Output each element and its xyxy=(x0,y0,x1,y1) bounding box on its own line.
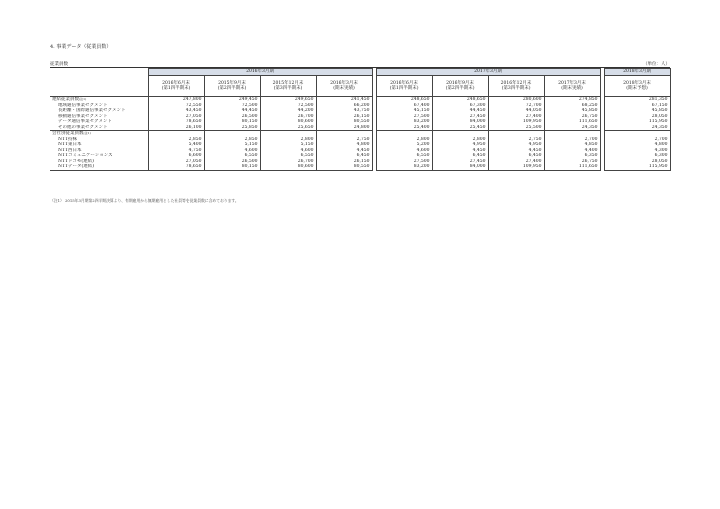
value-cell: 281,350 xyxy=(604,97,670,103)
value-cell: 26,500 xyxy=(204,159,260,165)
value-cell: 44,050 xyxy=(488,108,544,114)
value-cell: 4,950 xyxy=(432,142,488,148)
value-cell: 115,950 xyxy=(604,164,670,170)
note-marker: (注1) xyxy=(79,97,87,101)
value-cell: 72,500 xyxy=(204,103,260,109)
value-cell: 80,600 xyxy=(260,119,316,125)
row-label: データ通信事業セグメント xyxy=(58,119,112,124)
value-cell: 24,800 xyxy=(316,125,372,131)
period-2018-header: 2018年3月期 xyxy=(604,69,670,76)
employee-table xyxy=(50,68,671,171)
value-cell: 4,850 xyxy=(544,142,600,148)
value-cell: 26,750 xyxy=(544,159,600,165)
column-header: 2016年12月末 (第3四半期末) xyxy=(488,76,544,97)
row-label: 移動通信事業セグメント xyxy=(58,113,108,119)
company-row xyxy=(50,164,670,170)
section-title: 4. 事業データ（従業員数） xyxy=(50,44,112,50)
value-cell: 27,500 xyxy=(376,159,432,165)
value-cell: 83,200 xyxy=(376,164,432,170)
value-cell: 45,850 xyxy=(604,108,670,114)
value-cell: 6,450 xyxy=(432,153,488,159)
value-cell: 4,800 xyxy=(316,142,372,148)
blank-cell xyxy=(50,76,148,97)
value-cell: 80,600 xyxy=(260,164,316,170)
row-label: NTTコミュニケーションズ xyxy=(58,153,113,158)
value-cell: 45,150 xyxy=(376,108,432,114)
row-label: 長距離・国際通信事業セグメント xyxy=(58,108,126,113)
value-cell: 4,600 xyxy=(204,148,260,154)
value-cell: 109,950 xyxy=(488,164,544,170)
value-cell: 6,600 xyxy=(148,153,204,159)
value-cell: 6,450 xyxy=(316,153,372,159)
column-header-row xyxy=(50,76,670,97)
value-cell: 80,550 xyxy=(316,164,372,170)
row-label: NTTドコモ(連結) xyxy=(58,158,94,164)
value-cell: 45,850 xyxy=(544,108,600,114)
value-cell: 249,650 xyxy=(260,97,316,103)
value-cell: 24,350 xyxy=(604,125,670,131)
value-cell: 6,450 xyxy=(488,153,544,159)
column-header: 2016年6月末 (第1四半期末) xyxy=(376,76,432,97)
value-cell: 27,050 xyxy=(148,114,204,120)
value-cell: 280,600 xyxy=(488,97,544,103)
unit-label: （単位：人） xyxy=(643,62,670,67)
row-label: その他の事業セグメント xyxy=(58,124,108,130)
value-cell: 2,800 xyxy=(260,137,316,143)
value-cell: 4,600 xyxy=(376,148,432,154)
row-label: NTT東日本 xyxy=(58,142,82,147)
value-cell: 72,550 xyxy=(148,103,204,109)
footnote: （注1） 2015年3月期第2四半期決算より、有期雇用から無期雇用とした社員等を従業員数に含めております。 xyxy=(50,198,239,203)
value-cell: 5,400 xyxy=(148,142,204,148)
value-cell: 4,450 xyxy=(432,148,488,154)
value-cell: 26,750 xyxy=(544,114,600,120)
value-cell: 4,600 xyxy=(260,148,316,154)
column-header: 2015年9月末 (第2四半期末) xyxy=(204,76,260,97)
row-label: NTTデータ(連結) xyxy=(50,164,148,170)
value-cell: 27,050 xyxy=(148,159,204,165)
value-cell: 2,700 xyxy=(544,137,600,143)
value-cell: 25,400 xyxy=(376,125,432,131)
column-header: 2015年12月末 (第3四半期末) xyxy=(260,76,316,97)
note-marker: (注1) xyxy=(83,131,91,135)
value-cell: 72,700 xyxy=(488,103,544,109)
value-cell: 43,450 xyxy=(148,108,204,114)
value-cell: 6,550 xyxy=(260,153,316,159)
value-cell: 27,450 xyxy=(432,114,488,120)
value-cell: 67,400 xyxy=(376,103,432,109)
value-cell: 43,750 xyxy=(316,108,372,114)
value-cell: 4,950 xyxy=(488,142,544,148)
value-cell: 111,650 xyxy=(544,164,600,170)
period-header-row xyxy=(50,69,670,76)
value-cell: 4,400 xyxy=(544,148,600,154)
value-cell: 248,650 xyxy=(376,97,432,103)
value-cell: 115,950 xyxy=(604,119,670,125)
value-cell: 27,500 xyxy=(376,114,432,120)
value-cell: 25,650 xyxy=(260,125,316,131)
period-2016-header: 2016年3月期 xyxy=(148,69,372,76)
value-cell: 67,300 xyxy=(432,103,488,109)
value-cell: 27,400 xyxy=(488,114,544,120)
value-cell: 5,150 xyxy=(204,142,260,148)
value-cell: 80,150 xyxy=(204,164,260,170)
value-cell: 5,200 xyxy=(376,142,432,148)
value-cell: 247,800 xyxy=(148,97,204,103)
value-cell: 28,050 xyxy=(604,159,670,165)
value-cell: 4,750 xyxy=(148,148,204,154)
value-cell: 27,400 xyxy=(488,159,544,165)
value-cell: 2,800 xyxy=(432,137,488,143)
value-cell: 80,550 xyxy=(316,119,372,125)
value-cell: 25,850 xyxy=(204,125,260,131)
value-cell: 84,000 xyxy=(432,164,488,170)
row-label: NTT西日本 xyxy=(58,147,82,153)
value-cell: 78,650 xyxy=(148,119,204,125)
value-cell: 80,150 xyxy=(204,119,260,125)
value-cell: 26,150 xyxy=(316,114,372,120)
value-cell: 2,750 xyxy=(488,137,544,143)
value-cell: 248,650 xyxy=(432,97,488,103)
period-2017-header: 2017年3月期 xyxy=(376,69,600,76)
column-header: 2016年9月末 (第2四半期末) xyxy=(432,76,488,97)
value-cell: 28,050 xyxy=(604,114,670,120)
row-label: NTT持株 xyxy=(58,136,78,142)
value-cell: 2,850 xyxy=(148,137,204,143)
value-cell: 26,100 xyxy=(148,125,204,131)
value-cell: 6,350 xyxy=(544,153,600,159)
value-cell: 24,350 xyxy=(544,125,600,131)
column-header: 2018年3月末 (期末予想) xyxy=(604,76,670,97)
value-cell: 84,000 xyxy=(432,119,488,125)
value-cell: 25,450 xyxy=(432,125,488,131)
value-cell: 2,750 xyxy=(316,137,372,143)
value-cell: 274,850 xyxy=(544,97,600,103)
column-header: 2017年3月末 (期末実績) xyxy=(544,76,600,97)
value-cell: 241,450 xyxy=(316,97,372,103)
value-cell: 4,300 xyxy=(604,148,670,154)
value-cell: 4,450 xyxy=(316,148,372,154)
value-cell: 2,800 xyxy=(376,137,432,143)
value-cell: 78,650 xyxy=(148,164,204,170)
value-cell: 83,200 xyxy=(376,119,432,125)
value-cell: 25,500 xyxy=(488,125,544,131)
value-cell: 2,850 xyxy=(204,137,260,143)
value-cell: 26,150 xyxy=(316,159,372,165)
value-cell: 6,550 xyxy=(204,153,260,159)
table-title: 従業員数 xyxy=(50,62,68,67)
value-cell: 68,250 xyxy=(544,103,600,109)
value-cell: 26,700 xyxy=(260,114,316,120)
value-cell: 44,200 xyxy=(260,108,316,114)
value-cell: 72,500 xyxy=(260,103,316,109)
value-cell: 5,150 xyxy=(260,142,316,148)
value-cell: 6,550 xyxy=(376,153,432,159)
column-header: 2016年3月末 (期末実績) xyxy=(316,76,372,97)
blank-cell xyxy=(50,69,148,76)
value-cell: 4,800 xyxy=(604,142,670,148)
value-cell: 2,700 xyxy=(604,137,670,143)
value-cell: 66,200 xyxy=(316,103,372,109)
value-cell: 109,950 xyxy=(488,119,544,125)
value-cell: 27,450 xyxy=(432,159,488,165)
value-cell: 4,450 xyxy=(488,148,544,154)
row-label: 地域通信事業セグメント xyxy=(58,102,108,108)
value-cell: 44,450 xyxy=(204,108,260,114)
value-cell: 26,500 xyxy=(204,114,260,120)
value-cell: 26,700 xyxy=(260,159,316,165)
value-cell: 111,650 xyxy=(544,119,600,125)
row-label: 会社別従業員数$^{(注1)}$ xyxy=(50,131,148,137)
value-cell: 44,450 xyxy=(432,108,488,114)
value-cell: 67,150 xyxy=(604,103,670,109)
row-label: 連結従業員数$^{(注1)}$ xyxy=(50,97,148,103)
value-cell: 249,450 xyxy=(204,97,260,103)
column-header: 2016年6月末 (第1四半期末) xyxy=(148,76,204,97)
value-cell: 6,300 xyxy=(604,153,670,159)
